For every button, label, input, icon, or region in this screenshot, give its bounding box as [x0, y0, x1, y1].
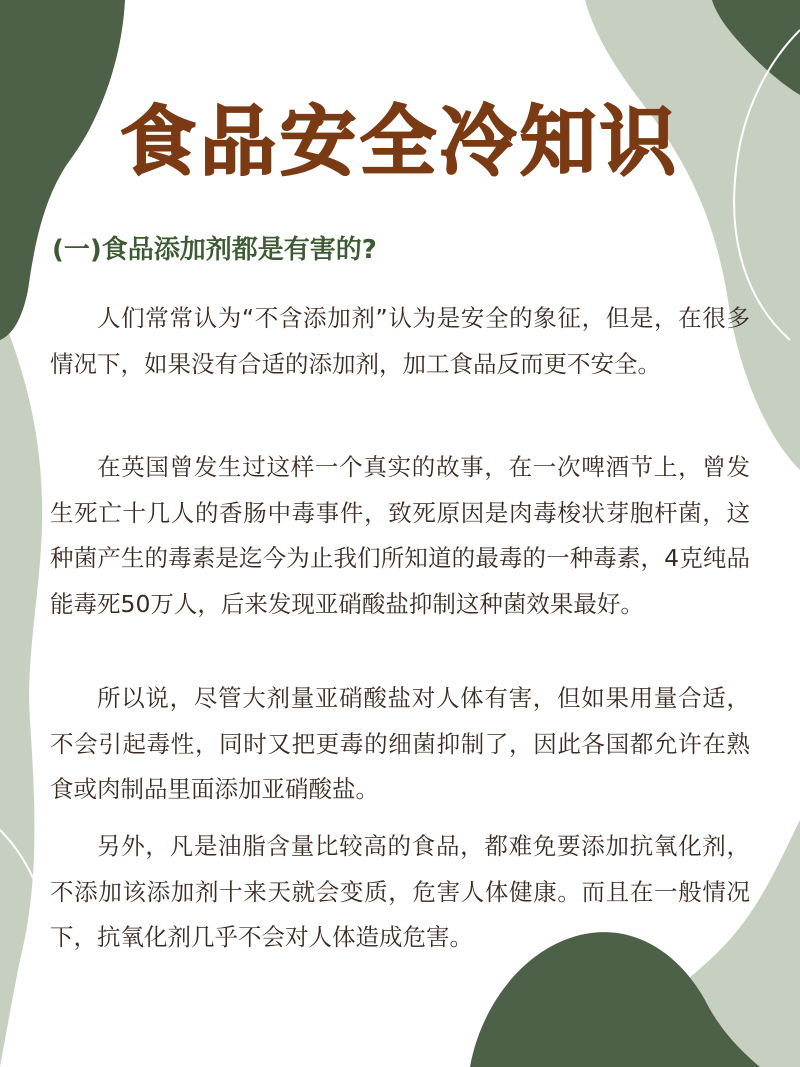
page-title: 食品安全冷知识 [120, 97, 680, 186]
paragraph-3: 所以说，尽管大剂量亚硝酸盐对人体有害，但如果用量合适，不会引起毒性，同时又把更毒的细菌抑制了，因此各国都允许在熟食或肉制品里面添加亚硝酸盐。 [50, 684, 750, 803]
paragraph-4: 另外，凡是油脂含量比较高的食品，都难免要添加抗氧化剂，不添加该添加剂十来天就会变质，危害人体健康。而且在一般情况下，抗氧化剂几乎不会对人体造成危害。 [50, 832, 750, 951]
paragraph-2: 在英国曾发生过这样一个真实的故事，在一次啤酒节上，曾发生死亡十几人的香肠中毒事件，致死原因是肉毒梭状芽胞杆菌，这种菌产生的毒素是迄今为止我们所知道的最毒的一种毒素，4克纯品能毒死50万人，后来发现亚硝酸盐抑制这种菌效果最好。 [50, 453, 750, 618]
paragraph-1: 人们常常认为“不含添加剂”认为是安全的象征，但是，在很多情况下，如果没有合适的添加剂，加工食品反而更不安全。 [50, 304, 750, 378]
section-heading: (一)食品添加剂都是有害的? [52, 235, 377, 265]
